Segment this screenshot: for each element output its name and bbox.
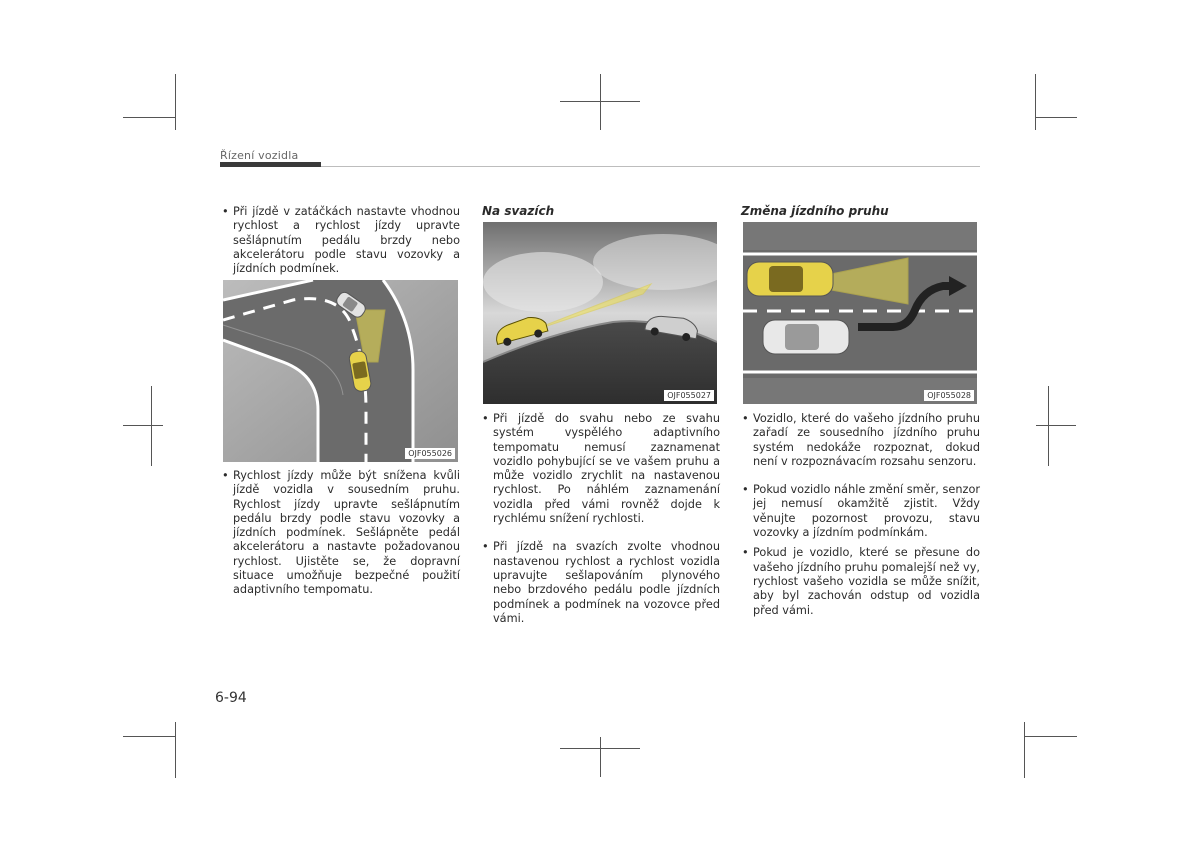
lane-change-illustration bbox=[743, 222, 977, 404]
curve-road-illustration bbox=[223, 280, 458, 462]
col2-bullet-1: • Při jízdě do svahu nebo ze svahu systém vyspělého adaptivního tempomatu nemusí zaznamenat vozidlo pohybující se ve vašem pruhu a může vozidlo zrychlit na nastavenou rychlost. Po náhlém zaznamenání vozidla před vámi rovněž dojde k rychlému snížení rychlosti. bbox=[482, 412, 720, 526]
column-3 bbox=[742, 412, 980, 618]
col1-bullet-1: • Při jízdě v zatáčkách nastavte vhodnou rychlost a rychlost jízdy upravte sešlápnutím pedálu brzdy nebo akcelerátoru podle stavu vozovky a jízdních podmínek. bbox=[222, 205, 460, 276]
section-header: Řízení vozidla bbox=[220, 149, 299, 162]
col3-bullet-3: • Pokud je vozidlo, které se přesune do vašeho jízdního pruhu pomalejší než vy, rychlost vašeho vozidla se může snížit, aby byl zachován odstup od vozidla před vámi. bbox=[742, 546, 980, 617]
col1-bullet-2: • Rychlost jízdy může být snížena kvůli jízdě vozidla v sousedním pruhu. Rychlost jízdy upravte sešlápnutím pedálu brzdy podle stavu vozovky a jízdních podmínek. Sešlápněte pedál akcelerátoru a nastavte požadovanou rychlost. Ujistěte se, že dopravní situace umožňuje bezpečné použití adaptivního tempomatu. bbox=[222, 469, 460, 598]
header-rule bbox=[321, 166, 980, 167]
page-number: 6-94 bbox=[215, 690, 247, 706]
figure-code: OJF055026 bbox=[405, 448, 455, 459]
figure-code: OJF055028 bbox=[924, 390, 974, 401]
slope-illustration bbox=[483, 222, 717, 404]
column-1 bbox=[222, 205, 460, 276]
lane-change-section-title: Změna jízdního pruhu bbox=[741, 204, 889, 218]
column-2 bbox=[482, 412, 720, 626]
column-1-lower bbox=[222, 469, 460, 598]
figure-curve-road bbox=[223, 280, 458, 462]
figure-lane-change bbox=[743, 222, 977, 404]
header-bar bbox=[220, 162, 321, 167]
col3-bullet-1: • Vozidlo, které do vašeho jízdního pruhu zařadí ze sousedního jízdního pruhu systém nedokáže rozpoznat, dokud není v rozpoznávacím rozsahu senzoru. bbox=[742, 412, 980, 469]
figure-slope bbox=[483, 222, 717, 404]
col3-bullet-2: • Pokud vozidlo náhle změní směr, senzor jej nemusí okamžitě zjistit. Vždy věnujte pozornost provozu, stavu vozovky a jízdním podmínkám. bbox=[742, 483, 980, 540]
slope-section-title: Na svazích bbox=[482, 204, 555, 218]
figure-code: OJF055027 bbox=[664, 390, 714, 401]
col2-bullet-2: • Při jízdě na svazích zvolte vhodnou nastavenou rychlost a rychlost vozidla upravujte sešlapováním plynového nebo brzdového pedálu podle jízdních podmínek a podmínek na vozovce před vámi. bbox=[482, 540, 720, 626]
